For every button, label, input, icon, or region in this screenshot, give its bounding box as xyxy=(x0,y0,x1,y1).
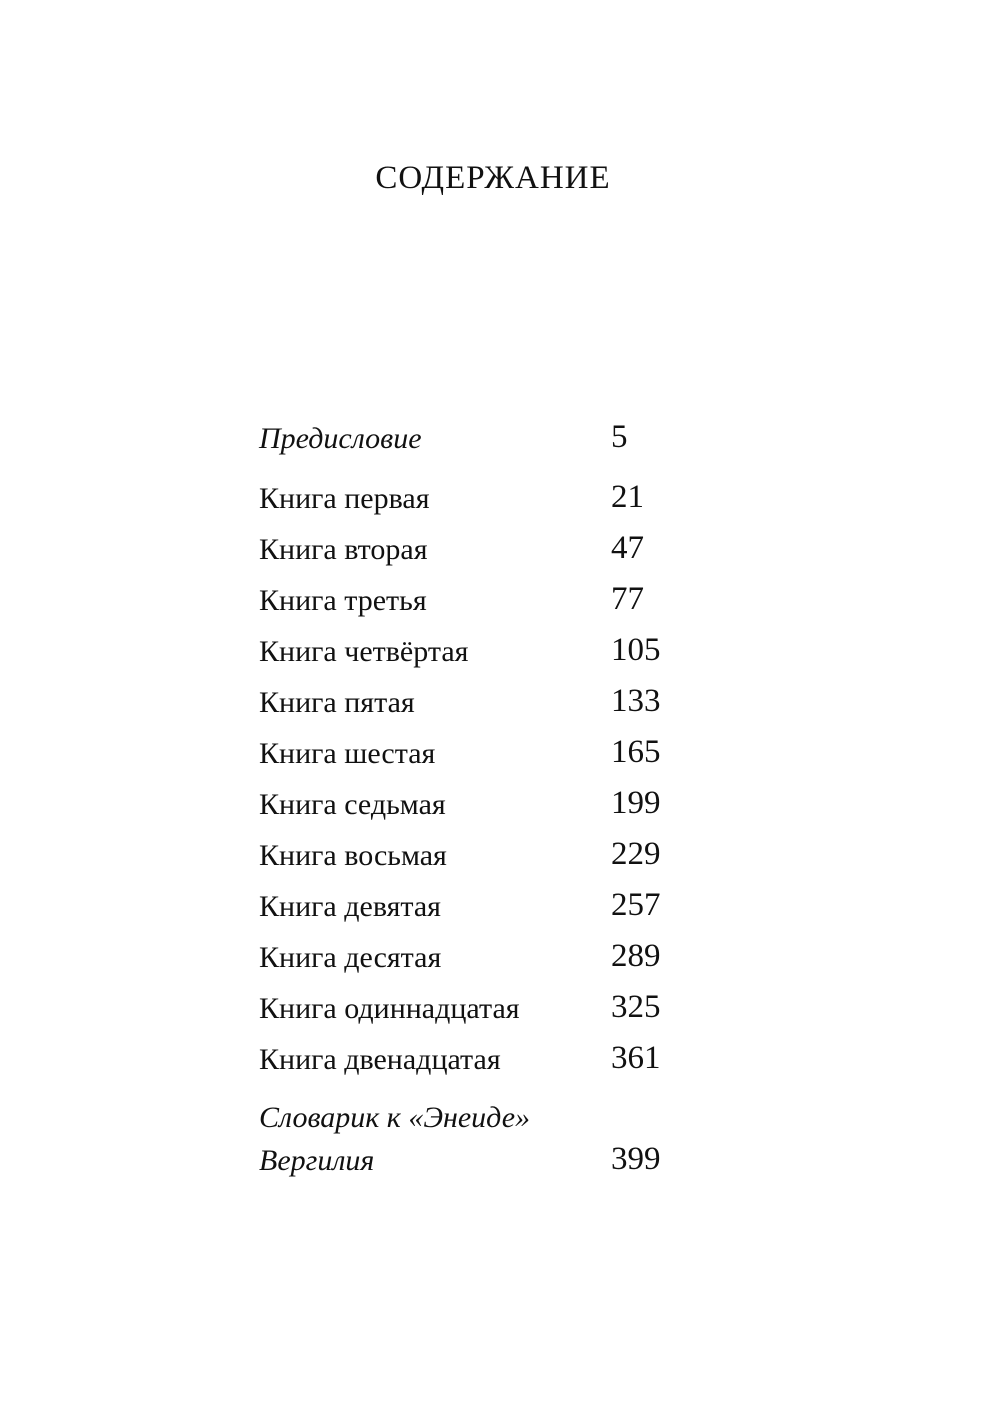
toc-entry-title: Книга десятая xyxy=(259,941,442,974)
toc-entry-page: 77 xyxy=(611,581,644,617)
toc-entry-title: Книга восьмая xyxy=(259,839,447,872)
toc-entry-page: 325 xyxy=(611,989,661,1025)
toc-entry-page: 229 xyxy=(611,836,661,872)
toc-entry-page: 47 xyxy=(611,530,644,566)
toc-entry-title: Книга вторая xyxy=(259,533,428,566)
toc-entry-page: 399 xyxy=(611,1141,661,1177)
toc-entry-title: Книга двенадцатая xyxy=(259,1043,501,1076)
toc-entry-title: Книга седьмая xyxy=(259,788,446,821)
toc-entry-page: 199 xyxy=(611,785,661,821)
toc-entry-title: Книга шестая xyxy=(259,737,436,770)
toc-entry-title: Книга пятая xyxy=(259,686,415,719)
toc-entry-page: 289 xyxy=(611,938,661,974)
toc-entry-title-line: Вергилия xyxy=(259,1144,375,1177)
toc-entry-title: Предисловие xyxy=(259,422,422,455)
toc-entry-title: Книга четвёртая xyxy=(259,635,469,668)
toc-entry-page: 165 xyxy=(611,734,661,770)
toc-entry-page: 133 xyxy=(611,683,661,719)
toc-entry-page: 21 xyxy=(611,479,644,515)
toc-entry-title: Книга третья xyxy=(259,584,427,617)
toc-entry-page: 257 xyxy=(611,887,661,923)
page-title: СОДЕРЖАНИЕ xyxy=(375,160,611,196)
toc-entry-page: 361 xyxy=(611,1040,661,1076)
toc-entry-page: 105 xyxy=(611,632,661,668)
toc-entry-page: 5 xyxy=(611,419,628,455)
toc-entry-title: Книга первая xyxy=(259,482,430,515)
toc-entry-title: Книга девятая xyxy=(259,890,441,923)
toc-entry-title-line: Словарик к «Энеиде» xyxy=(259,1101,531,1134)
toc-entry-title: Книга одиннадцатая xyxy=(259,992,520,1025)
